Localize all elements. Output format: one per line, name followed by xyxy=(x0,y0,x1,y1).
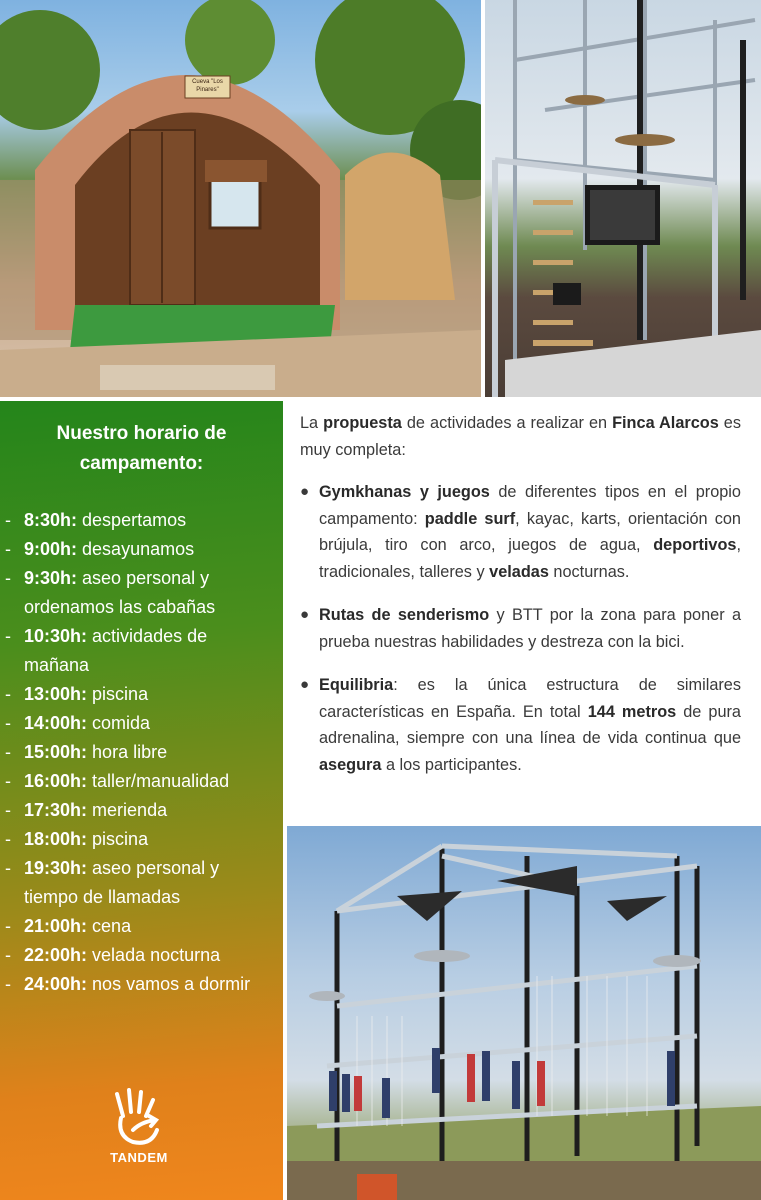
schedule-item xyxy=(0,738,283,767)
intro-bold-finca: Finca Alarcos xyxy=(612,414,719,432)
schedule-item-activity: comida xyxy=(92,713,151,733)
schedule-item-dash: - xyxy=(5,510,11,530)
cabin-sign-text: Cueva "Los Pinares" xyxy=(192,79,223,93)
cabin-photo xyxy=(0,0,481,397)
gymkhanas-text-1: de diferentes tipos en el propio campamento: xyxy=(319,483,741,528)
equilibria-bold-2: 144 metros xyxy=(587,702,677,721)
schedule-item xyxy=(0,535,283,564)
schedule-item-time: 14:00h: xyxy=(24,713,88,733)
hand-logo-icon xyxy=(111,1086,167,1148)
schedule-item-dash: - xyxy=(5,771,11,791)
schedule-item-activity: aseo personal y xyxy=(92,858,220,878)
schedule-item-dash: - xyxy=(5,684,11,704)
tandem-logo-text: TANDEM xyxy=(110,1150,168,1165)
gymkhanas-text-3: , tradicionales, talleres y xyxy=(319,536,741,581)
schedule-item-activity: piscina xyxy=(92,684,149,704)
gymkhanas-bold-3: deportivos xyxy=(653,536,737,554)
schedule-item-time: 8:30h: xyxy=(24,510,78,530)
schedule-item-dash: - xyxy=(5,858,11,878)
schedule-item-dash: - xyxy=(5,945,11,965)
gymkhanas-bold-4: veladas xyxy=(489,562,549,581)
schedule-item-time: 19:30h: xyxy=(24,858,88,878)
schedule-item-activity: aseo personal y xyxy=(82,568,210,588)
schedule-item-dash: - xyxy=(5,568,11,588)
schedule-item-time: 17:30h: xyxy=(24,800,88,820)
schedule-item-dash: - xyxy=(5,713,11,733)
bullet-dot: ● xyxy=(300,483,310,500)
schedule-item-dash: - xyxy=(5,829,11,849)
schedule-item xyxy=(0,680,283,709)
schedule-item-activity-cont: mañana xyxy=(24,655,90,675)
schedule-item-activity: taller/manualidad xyxy=(92,771,230,791)
intro-paragraph xyxy=(300,410,741,463)
schedule-item-activity: despertamos xyxy=(82,510,187,530)
intro-bold-propuesta: propuesta xyxy=(323,414,402,432)
schedule-item xyxy=(0,506,283,535)
equilibria-text-2: de pura adrenalina, siempre con una línea de vida continua que xyxy=(319,702,741,747)
gymkhanas-text-4: nocturnas. xyxy=(548,562,630,581)
schedule-item-time: 18:00h: xyxy=(24,829,88,849)
schedule-list xyxy=(0,506,283,999)
schedule-item-dash: - xyxy=(5,539,11,559)
schedule-item xyxy=(0,970,283,999)
gymkhanas-bold-1: Gymkhanas y juegos xyxy=(319,483,490,501)
schedule-item xyxy=(0,709,283,738)
schedule-title-line1: Nuestro horario de xyxy=(56,423,227,444)
tower-photo xyxy=(485,0,761,397)
schedule-panel xyxy=(0,401,283,1200)
tower-illustration xyxy=(485,0,761,397)
schedule-item-time: 15:00h: xyxy=(24,742,88,762)
schedule-item-activity: nos vamos a dormir xyxy=(92,974,251,994)
rutas-text-1: y BTT por la zona para poner a prueba nuestras habilidades y destreza con la bici. xyxy=(319,606,741,651)
schedule-item-activity: actividades de xyxy=(92,626,208,646)
schedule-item-activity: hora libre xyxy=(92,742,168,762)
equilibria-bold-1: Equilibria xyxy=(319,676,394,694)
schedule-title xyxy=(0,419,283,479)
intro-text-1: La xyxy=(300,414,324,432)
bullet-equilibria xyxy=(300,672,741,778)
schedule-item-activity-cont: tiempo de llamadas xyxy=(24,887,181,907)
schedule-item-activity: piscina xyxy=(92,829,149,849)
equilibria-photo xyxy=(287,826,761,1200)
intro-text-3: es muy completa: xyxy=(300,414,741,459)
equilibria-text-3: a los participantes. xyxy=(381,755,522,774)
schedule-item-time: 13:00h: xyxy=(24,684,88,704)
bullet-rutas xyxy=(300,602,741,655)
bullet-gymkhanas xyxy=(300,479,741,585)
schedule-item-time: 10:30h: xyxy=(24,626,88,646)
bullet-dot: ● xyxy=(300,676,310,693)
gymkhanas-bold-2: paddle surf xyxy=(424,509,516,528)
equilibria-illustration xyxy=(287,826,761,1200)
cabin-illustration xyxy=(0,0,481,397)
schedule-item xyxy=(0,796,283,825)
schedule-item-activity-cont: ordenamos las cabañas xyxy=(24,597,216,617)
equilibria-text-1: : es la única estructura de similares características en España. En total xyxy=(319,676,741,721)
activities-description xyxy=(300,410,741,778)
schedule-item-time: 21:00h: xyxy=(24,916,88,936)
schedule-item xyxy=(0,622,283,680)
schedule-item-activity: velada nocturna xyxy=(92,945,221,965)
schedule-item-activity: cena xyxy=(92,916,132,936)
schedule-item xyxy=(0,854,283,912)
rutas-bold-1: Rutas de senderismo xyxy=(319,606,490,624)
schedule-item-time: 16:00h: xyxy=(24,771,88,791)
schedule-item-time: 22:00h: xyxy=(24,945,88,965)
schedule-item-dash: - xyxy=(5,626,11,646)
schedule-item xyxy=(0,564,283,622)
gymkhanas-text-2: , kayac, karts, orientación con brújula, tiro con arco, juegos de agua, xyxy=(319,509,741,554)
equilibria-bold-3: asegura xyxy=(319,755,382,774)
schedule-item xyxy=(0,941,283,970)
schedule-title-line2: campamento: xyxy=(79,453,204,474)
schedule-item xyxy=(0,912,283,941)
bullet-dot: ● xyxy=(300,606,310,623)
schedule-item-dash: - xyxy=(5,800,11,820)
schedule-item-dash: - xyxy=(5,742,11,762)
schedule-item-time: 9:00h: xyxy=(24,539,78,559)
schedule-item-time: 24:00h: xyxy=(24,974,88,994)
schedule-item-time: 9:30h: xyxy=(24,568,78,588)
schedule-item-activity: desayunamos xyxy=(82,539,195,559)
intro-text-2: de actividades a realizar en xyxy=(401,414,613,432)
schedule-item xyxy=(0,825,283,854)
schedule-item-dash: - xyxy=(5,974,11,994)
schedule-item-activity: merienda xyxy=(92,800,168,820)
schedule-item-dash: - xyxy=(5,916,11,936)
schedule-item xyxy=(0,767,283,796)
tandem-logo xyxy=(104,1086,174,1165)
